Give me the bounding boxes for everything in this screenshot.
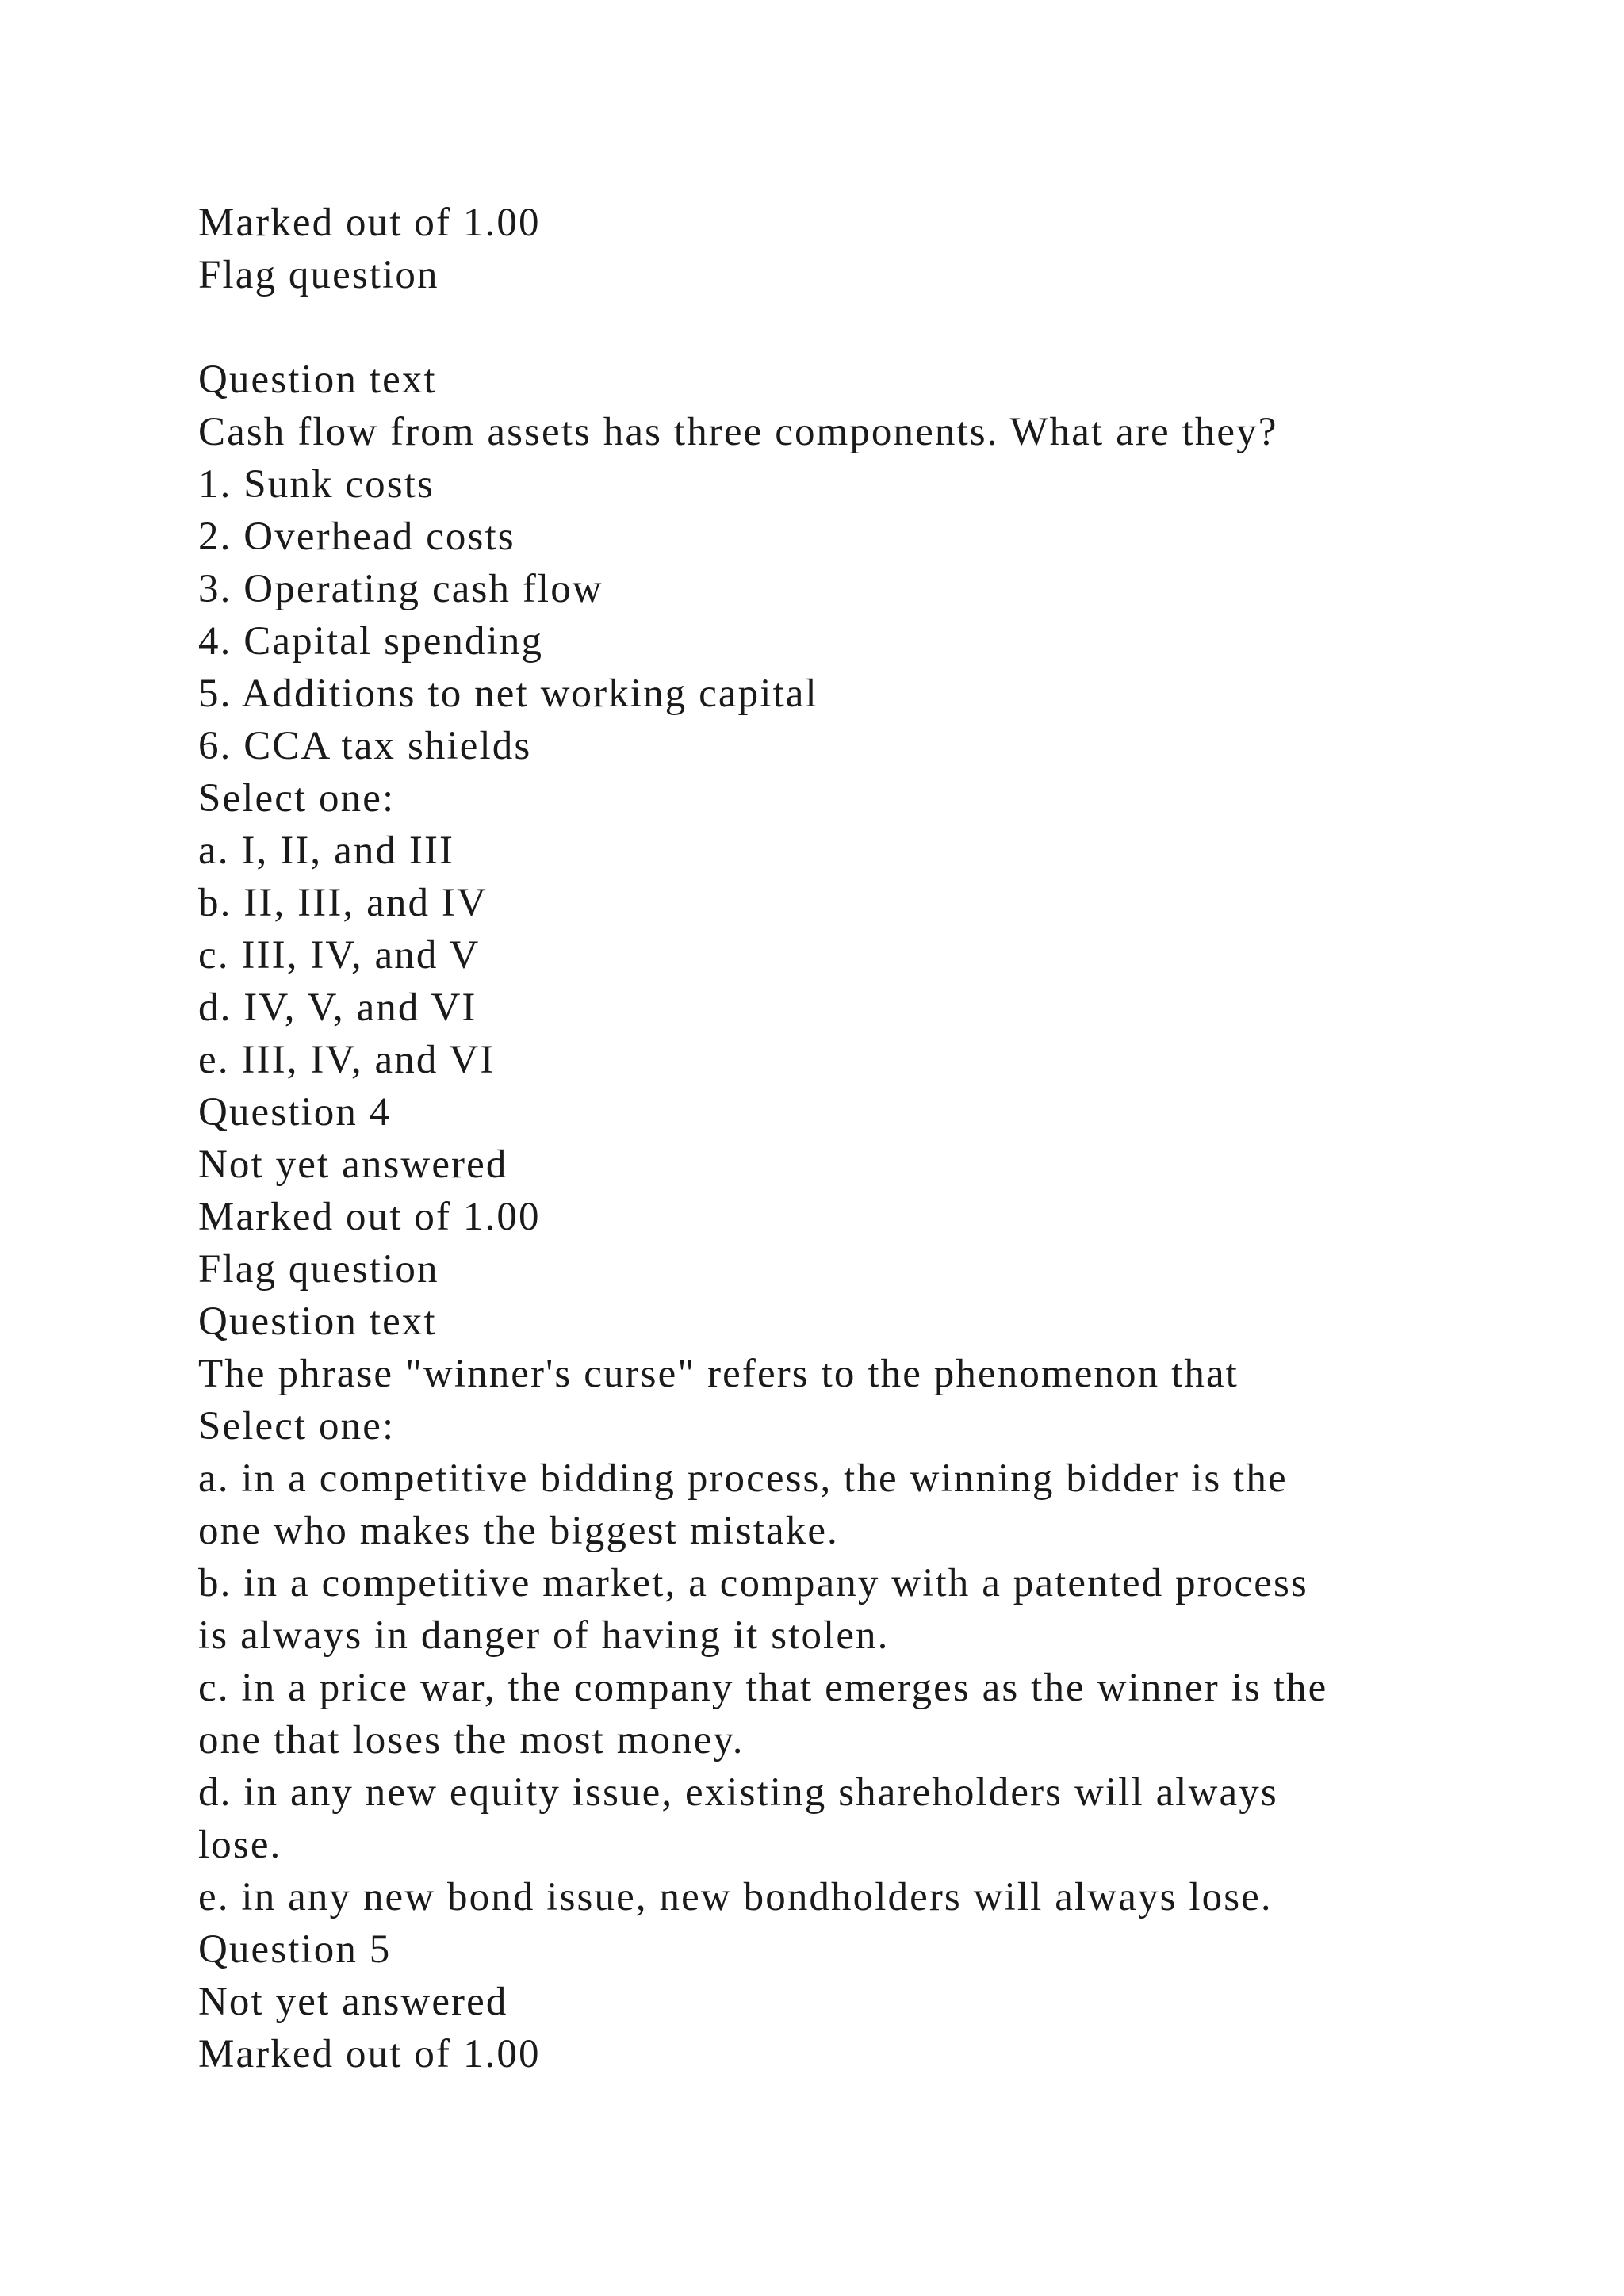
answer-option-e[interactable]: e. III, IV, and VI xyxy=(198,1038,496,1082)
flag-question-link[interactable]: Flag question xyxy=(198,1247,439,1292)
question-number: Question 4 xyxy=(198,1090,392,1135)
question-number: Question 5 xyxy=(198,1927,392,1972)
component-item: 3. Operating cash flow xyxy=(198,567,603,611)
question-text-label: Question text xyxy=(198,1299,437,1344)
component-item: 4. Capital spending xyxy=(198,619,544,664)
marked-out-of: Marked out of 1.00 xyxy=(198,1195,541,1239)
select-one-label: Select one: xyxy=(198,776,396,821)
answer-option-d[interactable]: d. IV, V, and VI xyxy=(198,985,477,1030)
answer-option-c-continued[interactable]: one that loses the most money. xyxy=(198,1718,745,1762)
select-one-label: Select one: xyxy=(198,1404,396,1448)
answer-option-c[interactable]: c. III, IV, and V xyxy=(198,933,481,978)
answer-status: Not yet answered xyxy=(198,1142,508,1187)
question-prompt: The phrase "winner's curse" refers to the phenomenon that xyxy=(198,1352,1239,1396)
marked-out-of: Marked out of 1.00 xyxy=(198,2032,541,2076)
answer-option-c[interactable]: c. in a price war, the company that emerges as the winner is the xyxy=(198,1666,1328,1710)
answer-option-b[interactable]: b. in a competitive market, a company with a patented process xyxy=(198,1561,1308,1605)
flag-question-link[interactable]: Flag question xyxy=(198,253,439,297)
component-item: 1. Sunk costs xyxy=(198,462,435,507)
answer-option-a-continued[interactable]: one who makes the biggest mistake. xyxy=(198,1509,839,1553)
blank-line xyxy=(198,301,1499,354)
marked-out-of: Marked out of 1.00 xyxy=(198,201,541,245)
answer-option-e[interactable]: e. in any new bond issue, new bondholders will always lose. xyxy=(198,1875,1273,1919)
answer-option-b[interactable]: b. II, III, and IV xyxy=(198,881,488,925)
answer-option-b-continued[interactable]: is always in danger of having it stolen. xyxy=(198,1613,890,1658)
answer-option-d[interactable]: d. in any new equity issue, existing shareholders will always xyxy=(198,1770,1278,1815)
component-item: 6. CCA tax shields xyxy=(198,724,532,768)
answer-option-a[interactable]: a. in a competitive bidding process, the winning bidder is the xyxy=(198,1456,1288,1501)
question-prompt: Cash flow from assets has three components. What are they? xyxy=(198,410,1278,454)
answer-status: Not yet answered xyxy=(198,1980,508,2024)
component-item: 5. Additions to net working capital xyxy=(198,672,818,716)
answer-option-a[interactable]: a. I, II, and III xyxy=(198,828,455,873)
answer-option-d-continued[interactable]: lose. xyxy=(198,1823,282,1867)
component-item: 2. Overhead costs xyxy=(198,515,515,559)
document-page xyxy=(198,197,1499,2080)
question-text-label: Question text xyxy=(198,358,437,402)
